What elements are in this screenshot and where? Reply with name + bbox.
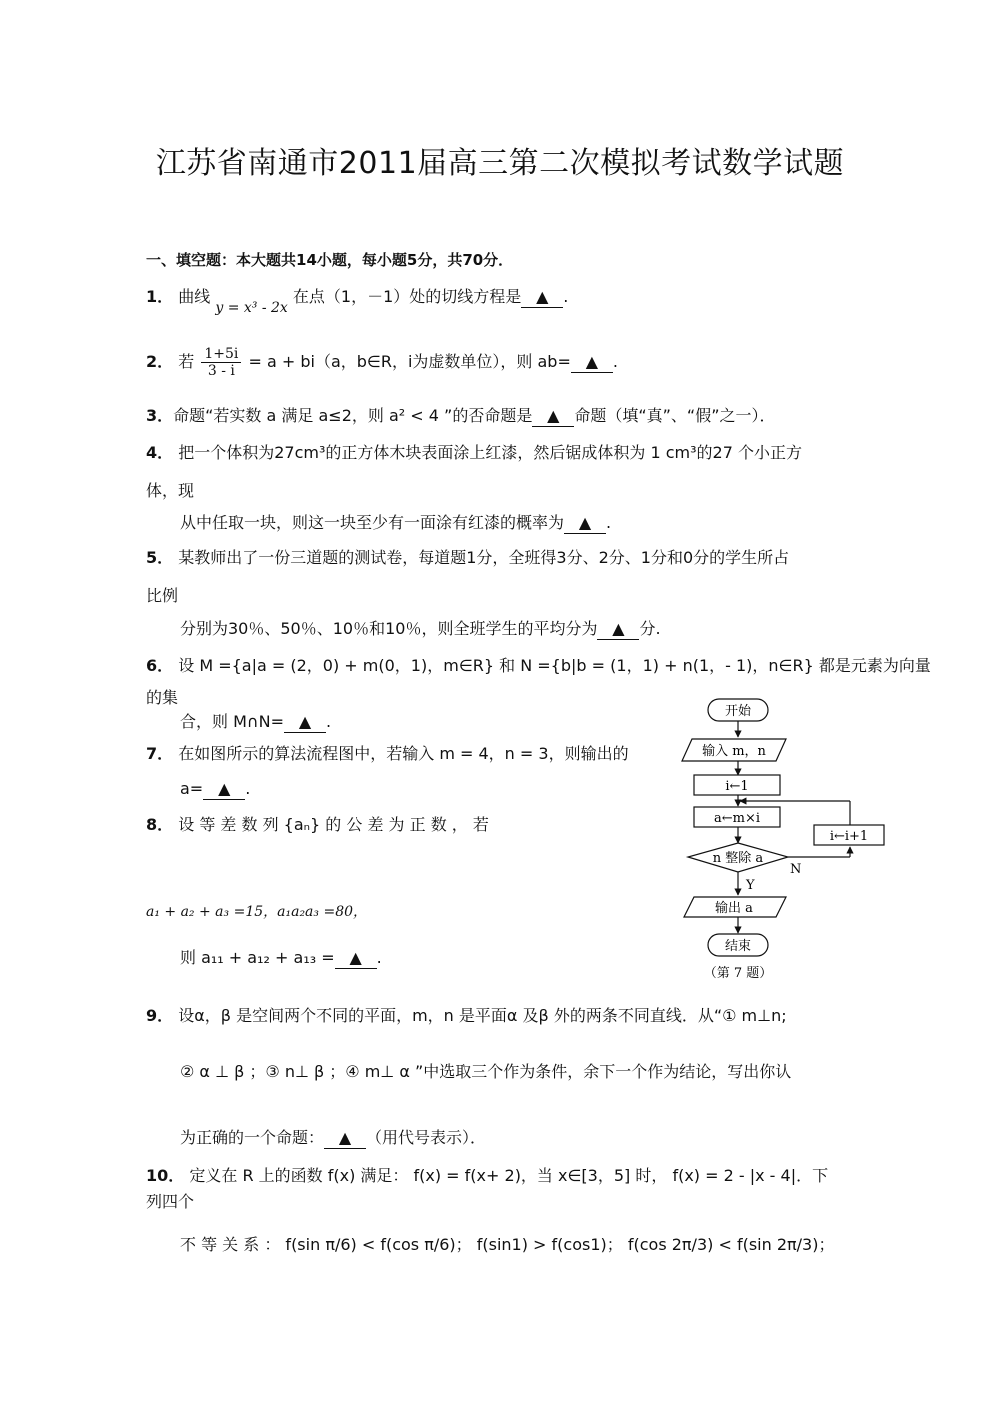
question-number: 7． xyxy=(146,744,174,763)
question-text: 分别为30％、50％、10％和10％，则全班学生的平均分为 xyxy=(180,619,598,638)
question-number: 9． xyxy=(146,1006,174,1025)
question-text: 设 等 差 数 列 {aₙ} 的 公 差 为 正 数 ， 若 xyxy=(178,815,489,834)
question-end: . xyxy=(606,513,612,532)
flowchart-init-label: i←1 xyxy=(725,779,749,794)
question-1 xyxy=(146,287,569,316)
question-text: 设α，β 是空间两个不同的平面，m，n 是平面α 及β 外的两条不同直线．从“① m⊥n; xyxy=(178,1006,787,1025)
question-number: 2． xyxy=(146,352,174,371)
question-number: 8． xyxy=(146,815,174,834)
question-text: 某教师出了一份三道题的测试卷，每道题1分，全班得3分、2分、1分和0分的学生所占 xyxy=(178,548,790,567)
question-10-cont: 不 等 关 系 ： f(sin π/6) < f(cos π/6)； f(sin1) > f(cos1)； f(cos 2π/3) < f(sin 2π/3)； xyxy=(180,1235,835,1254)
question-5-cont xyxy=(180,619,661,640)
question-text: 则 a₁₁ + a₁₂ + a₁₃ = xyxy=(180,948,335,967)
question-number: 1． xyxy=(146,287,174,306)
question-end: . xyxy=(563,287,569,306)
question-text: = a + bi（a，b∈R，i为虚数单位），则 ab= xyxy=(248,352,571,371)
question-5-cont: 比例 xyxy=(146,586,179,605)
flowchart-input-label: 输入 m，n xyxy=(702,744,766,759)
question-6-cont: 的集 xyxy=(146,688,179,707)
question-9-cont: ② α ⊥ β ；③ n⊥ β ；④ m⊥ α ”中选取三个作为条件，余下一个作为结论，写出你认 xyxy=(180,1062,792,1081)
answer-blank: ▲ xyxy=(284,712,326,733)
question-text: 从中任取一块，则这一块至少有一面涂有红漆的概率为 xyxy=(180,513,565,532)
question-text: 把一个体积为27cm³的正方体木块表面涂上红漆，然后锯成体积为 1 cm³的27 个小正方 xyxy=(178,443,802,462)
question-7 xyxy=(146,744,629,764)
question-number: 10． xyxy=(146,1166,185,1185)
flowchart-no-label: N xyxy=(790,862,802,877)
page-title: 江苏省南通市2011届高三第二次模拟考试数学试题 xyxy=(155,146,845,181)
fraction-numerator: 1+5i xyxy=(201,346,241,363)
flowchart-increment-label: i←i+1 xyxy=(829,829,869,844)
question-text: a= xyxy=(180,779,204,798)
question-5 xyxy=(146,548,789,568)
flowchart xyxy=(680,695,890,985)
question-10-cont: 列四个 xyxy=(146,1192,195,1211)
question-end: . xyxy=(376,948,382,967)
answer-blank: ▲ xyxy=(597,619,639,640)
flowchart-assign-label: a←m×i xyxy=(713,811,761,826)
question-text: 合，则 M∩N= xyxy=(180,712,284,731)
question-end: 分. xyxy=(639,619,661,638)
question-text: 在点（1，－1）处的切线方程是 xyxy=(292,287,522,306)
flowchart-decision-label: n 整除 a xyxy=(712,851,764,866)
fraction-denominator: 3 - i xyxy=(207,363,235,379)
question-9 xyxy=(146,1006,787,1026)
answer-blank: ▲ xyxy=(324,1128,366,1149)
question-2 xyxy=(146,346,618,379)
answer-blank: ▲ xyxy=(571,352,613,373)
question-6 xyxy=(146,656,931,676)
flowchart-end-label: 结束 xyxy=(724,939,752,954)
question-end: . xyxy=(325,712,332,731)
flowchart-yes-label: Y xyxy=(746,878,755,893)
question-4 xyxy=(146,443,802,463)
question-text: 在如图所示的算法流程图中，若输入 m = 4，n = 3，则输出的 xyxy=(178,744,629,763)
answer-blank: ▲ xyxy=(532,406,574,427)
answer-blank: ▲ xyxy=(335,948,377,969)
question-4-cont: 体，现 xyxy=(146,481,195,500)
flowchart-caption: （第 7 题） xyxy=(703,966,773,981)
flowchart-start-label: 开始 xyxy=(724,704,752,719)
question-end: . xyxy=(612,352,618,371)
question-end: . xyxy=(245,779,251,798)
question-number: 6． xyxy=(146,656,174,675)
question-text: 为正确的一个命题： xyxy=(180,1128,325,1147)
flowchart-output-label: 输出 a xyxy=(715,901,753,916)
question-8 xyxy=(146,815,489,835)
question-text: 若 xyxy=(178,352,195,371)
question-8-cont: a₁ + a₂ + a₃ =15，a₁a₂a₃ =80， xyxy=(146,904,368,920)
question-number: 4． xyxy=(146,443,174,462)
fraction xyxy=(201,346,241,379)
section-heading: 一、填空题：本大题共14小题，每小题5分，共70分． xyxy=(146,251,514,269)
question-text: 定义在 R 上的函数 f(x) 满足： f(x) = f(x+ 2)，当 x∈[3，5] 时， f(x) = 2 - |x - 4|．下 xyxy=(189,1166,829,1185)
question-6-cont xyxy=(180,712,331,733)
question-4-cont xyxy=(180,513,611,534)
answer-blank: ▲ xyxy=(521,287,563,308)
question-number: 5． xyxy=(146,548,174,567)
formula: y = x³ - 2x xyxy=(215,300,288,316)
question-text: 命题“若实数 a 满足 a≤2，则 a² < 4 ”的否命题是 xyxy=(173,406,533,425)
question-9-cont xyxy=(180,1128,486,1149)
question-text: 曲线 xyxy=(178,287,211,306)
question-7-cont xyxy=(180,779,250,800)
answer-blank: ▲ xyxy=(203,779,245,800)
question-3 xyxy=(146,406,776,427)
question-number: 3． xyxy=(146,406,174,425)
question-8-cont xyxy=(180,948,382,969)
answer-blank: ▲ xyxy=(564,513,606,534)
question-text: 设 M ={a|a = (2，0) + m(0，1)，m∈R} 和 N ={b|b = (1，1) + n(1，- 1)，n∈R} 都是元素为向量 xyxy=(178,656,931,675)
question-10 xyxy=(146,1166,828,1186)
question-text: 命题（填“真”、“假”之一）． xyxy=(574,406,776,425)
question-text: （用代号表示）． xyxy=(366,1128,487,1147)
